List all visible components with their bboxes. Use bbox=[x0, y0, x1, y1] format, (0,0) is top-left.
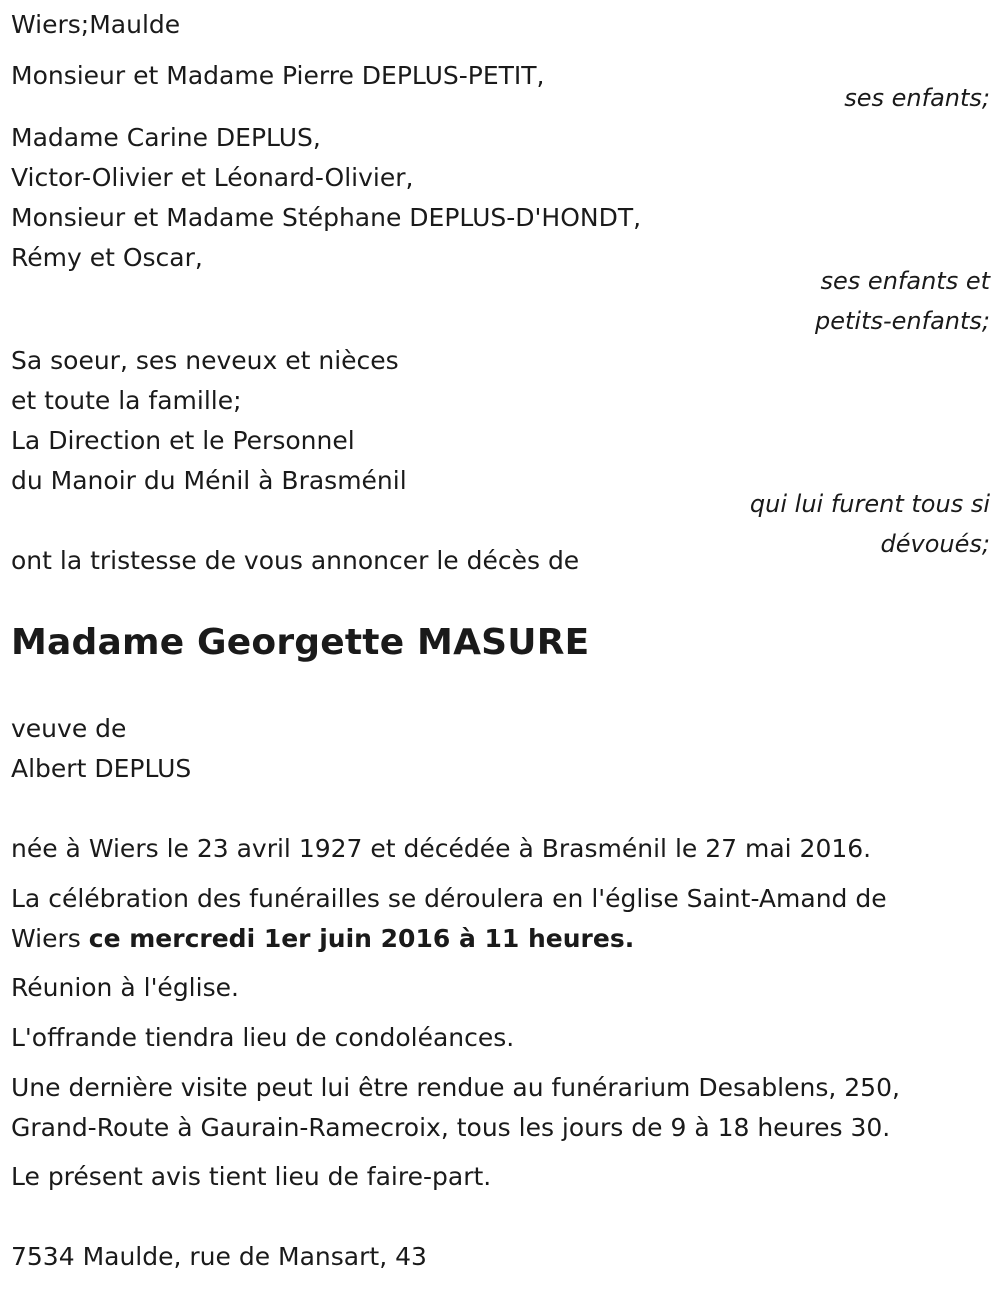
family-line-4: Monsieur et Madame Stéphane DEPLUS-D'HONDT, bbox=[11, 203, 642, 232]
family-line-9: du Manoir du Ménil à Brasménil bbox=[11, 466, 407, 495]
visit-line-1: Une dernière visite peut lui être rendue au funérarium Desablens, 250, bbox=[11, 1073, 900, 1102]
place-header: Wiers;Maulde bbox=[11, 10, 181, 39]
family-note-2b: petits-enfants; bbox=[815, 307, 990, 335]
family-line-6: Sa soeur, ses neveux et nièces bbox=[11, 346, 399, 375]
funeral-line-2 bbox=[11, 919, 634, 959]
spouse-name: Albert DEPLUS bbox=[11, 754, 192, 783]
birth-death-text: née à Wiers le 23 avril 1927 et décédée à Brasménil le 27 mai 2016. bbox=[11, 834, 872, 863]
reunion-text: Réunion à l'église. bbox=[11, 973, 239, 1002]
funeral-place: Wiers bbox=[11, 924, 89, 953]
offering-text: L'offrande tiendra lieu de condoléances. bbox=[11, 1023, 515, 1052]
family-line-8: La Direction et le Personnel bbox=[11, 426, 355, 455]
notice-text: Le présent avis tient lieu de faire-part. bbox=[11, 1162, 492, 1191]
visit-line-2: Grand-Route à Gaurain-Ramecroix, tous les jours de 9 à 18 heures 30. bbox=[11, 1113, 891, 1142]
announcement-text: ont la tristesse de vous annoncer le décès de bbox=[11, 546, 580, 575]
family-note-2a: ses enfants et bbox=[820, 267, 990, 295]
funeral-datetime: ce mercredi 1er juin 2016 à 11 heures. bbox=[88, 924, 635, 953]
funeral-line-1: La célébration des funérailles se déroulera en l'église Saint-Amand de bbox=[11, 884, 887, 913]
family-line-5: Rémy et Oscar, bbox=[11, 243, 203, 272]
family-line-7: et toute la famille; bbox=[11, 386, 242, 415]
family-note-3b: dévoués; bbox=[880, 530, 990, 558]
family-note-3a: qui lui furent tous si bbox=[749, 490, 990, 518]
family-line-2: Madame Carine DEPLUS, bbox=[11, 123, 321, 152]
family-line-1: Monsieur et Madame Pierre DEPLUS-PETIT, bbox=[11, 61, 545, 90]
family-line-3: Victor-Olivier et Léonard-Olivier, bbox=[11, 163, 414, 192]
deceased-name: Madame Georgette MASURE bbox=[11, 622, 590, 663]
address-text: 7534 Maulde, rue de Mansart, 43 bbox=[11, 1242, 427, 1271]
widow-of-label: veuve de bbox=[11, 714, 127, 743]
family-note-1: ses enfants; bbox=[844, 84, 990, 112]
